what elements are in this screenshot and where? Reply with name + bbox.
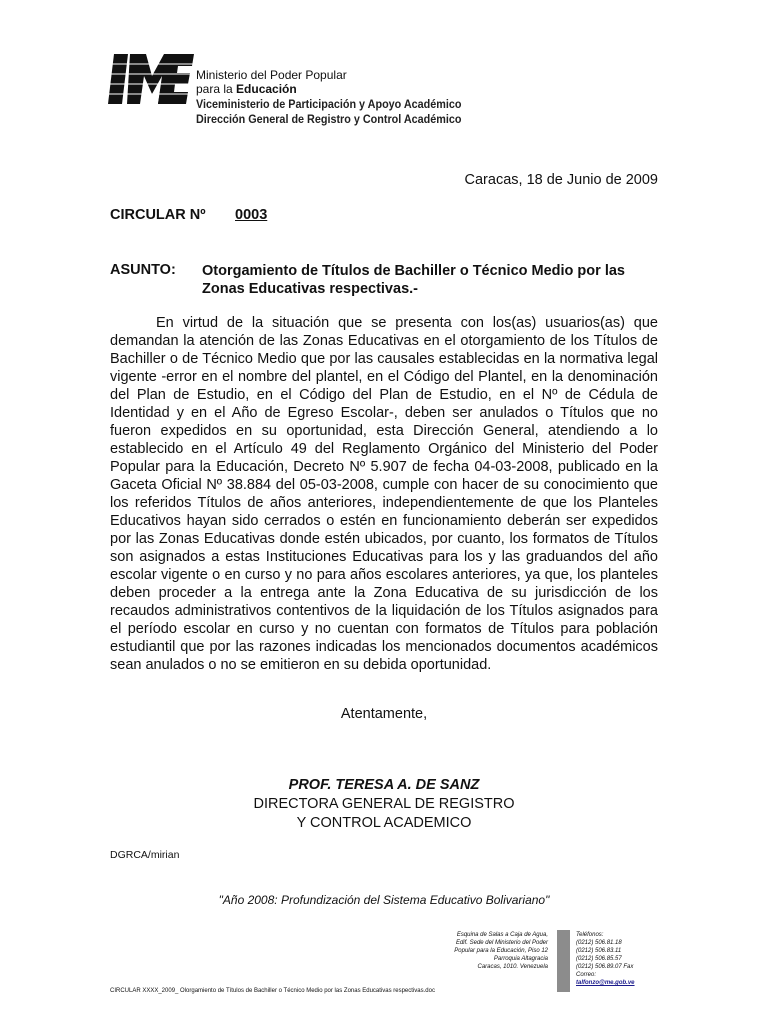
address-block (380, 931, 548, 971)
address-divider-bar (557, 930, 570, 992)
signatory-name: PROF. TERESA A. DE SANZ (288, 777, 480, 793)
subject-text: Otorgamiento de Títulos de Bachiller o Técnico Medio por las Zonas Educativas respectivas.- (202, 263, 625, 297)
phone-number: (0212) 506.83.11 (576, 948, 622, 954)
year-motto: "Año 2008: Profundización del Sistema Educativo Bolivariano" (218, 893, 550, 907)
address-line: Caracas, 1010. Venezuela (477, 964, 548, 970)
phones-label: Teléfonos: (576, 932, 604, 938)
address-line: Parroquia Altagracia (493, 956, 548, 962)
email-link[interactable]: talfonzo@me.gob.ve (576, 980, 635, 986)
ministry-logo (108, 46, 194, 108)
circular-label: CIRCULAR Nº (110, 207, 206, 223)
address-line: Edif. Sede del Ministerio del Poder (455, 940, 548, 946)
closing-salutation: Atentamente, (340, 706, 428, 722)
contact-block (576, 931, 676, 987)
reference-initials: DGRCA/mirian (110, 849, 180, 861)
document-date: Caracas, 18 de Junio de 2009 (464, 172, 658, 188)
phone-number: (0212) 506.81.18 (576, 940, 622, 946)
address-line: Esquina de Salas a Caja de Agua, (456, 932, 548, 938)
circular-number: 0003 (235, 207, 268, 223)
body-paragraph: En virtud de la situación que se presenta con los(as) usuarios(as) que demandan la atención de las Zonas Educativas en el otorgamiento de los Títulos de Bachiller o de Técnico Medio que por las causales establecidas en la normativa legal vigente -error en el nombre del plantel, en el Código del Plantel, en la denominación del Plan de Estudio, en el Código del Plan de Estudio, en el Nº de Cédula de Identidad y en el Año de Egreso Escolar-, deben ser anulados o Títulos que no fueron expedidos en su oportunidad, esta Dirección General, atendiendo a lo establecido en el Artículo 49 del Reglamento Orgánico del Ministerio del Poder Popular para la Educación, Decreto Nº 5.907 de fecha 04-03-2008, publicado en la Gaceta Oficial Nº 38.884 del 05-03-2008, cumple con hacer de su conocimiento que los referidos Títulos de años anteriores, independientemente de que los Planteles Educativos hayan sido cerrados o estén en funcionamiento deberán ser expedidos por las Zonas Educativas donde estén ubicados, por cuanto, los formatos de Títulos son asignados a estas Instituciones Educativas para los y las graduandos del año escolar vigente o en curso y no para años escolares anteriores, ya que, los planteles deben proceder a la entrega ante la Zona Educativa de su jurisdicción de los recaudos administrativos contentivos de la liquidación de los Títulos asignados para el período escolar en curso y no cuentan con formatos de Títulos para población estudiantil que por las razones indicadas los mencionados documentos académicos sean anulados o no se emitieron en su debida oportunidad. (110, 315, 658, 673)
phone-number: (0212) 506.85.57 (576, 956, 622, 962)
subject-label: ASUNTO: (110, 262, 176, 278)
signatory-title-line1: DIRECTORA GENERAL DE REGISTRO (253, 796, 515, 812)
letterhead-direction: Dirección General de Registro y Control Académico (196, 112, 462, 126)
fax-number: (0212) 506.89.07 Fax (576, 964, 634, 970)
signature-block (0, 776, 768, 833)
email-label: Correo: (576, 972, 597, 978)
document-filename-footer: CIRCULAR XXXX_2009_ Olorgamiento de Títulos de Bachiller o Técnico Medio por las Zonas Educativas respectivas.doc (110, 988, 435, 994)
signatory-title-line2: Y CONTROL ACADEMICO (296, 815, 472, 831)
letterhead-ministry: Ministerio del Poder Popular (196, 68, 347, 82)
address-line: Popular para la Educación, Piso 12 (454, 948, 548, 954)
letterhead-viceministry: Viceministerio de Participación y Apoyo Académico (196, 97, 462, 111)
letterhead-ministry-line2: para la Educación (196, 82, 297, 96)
